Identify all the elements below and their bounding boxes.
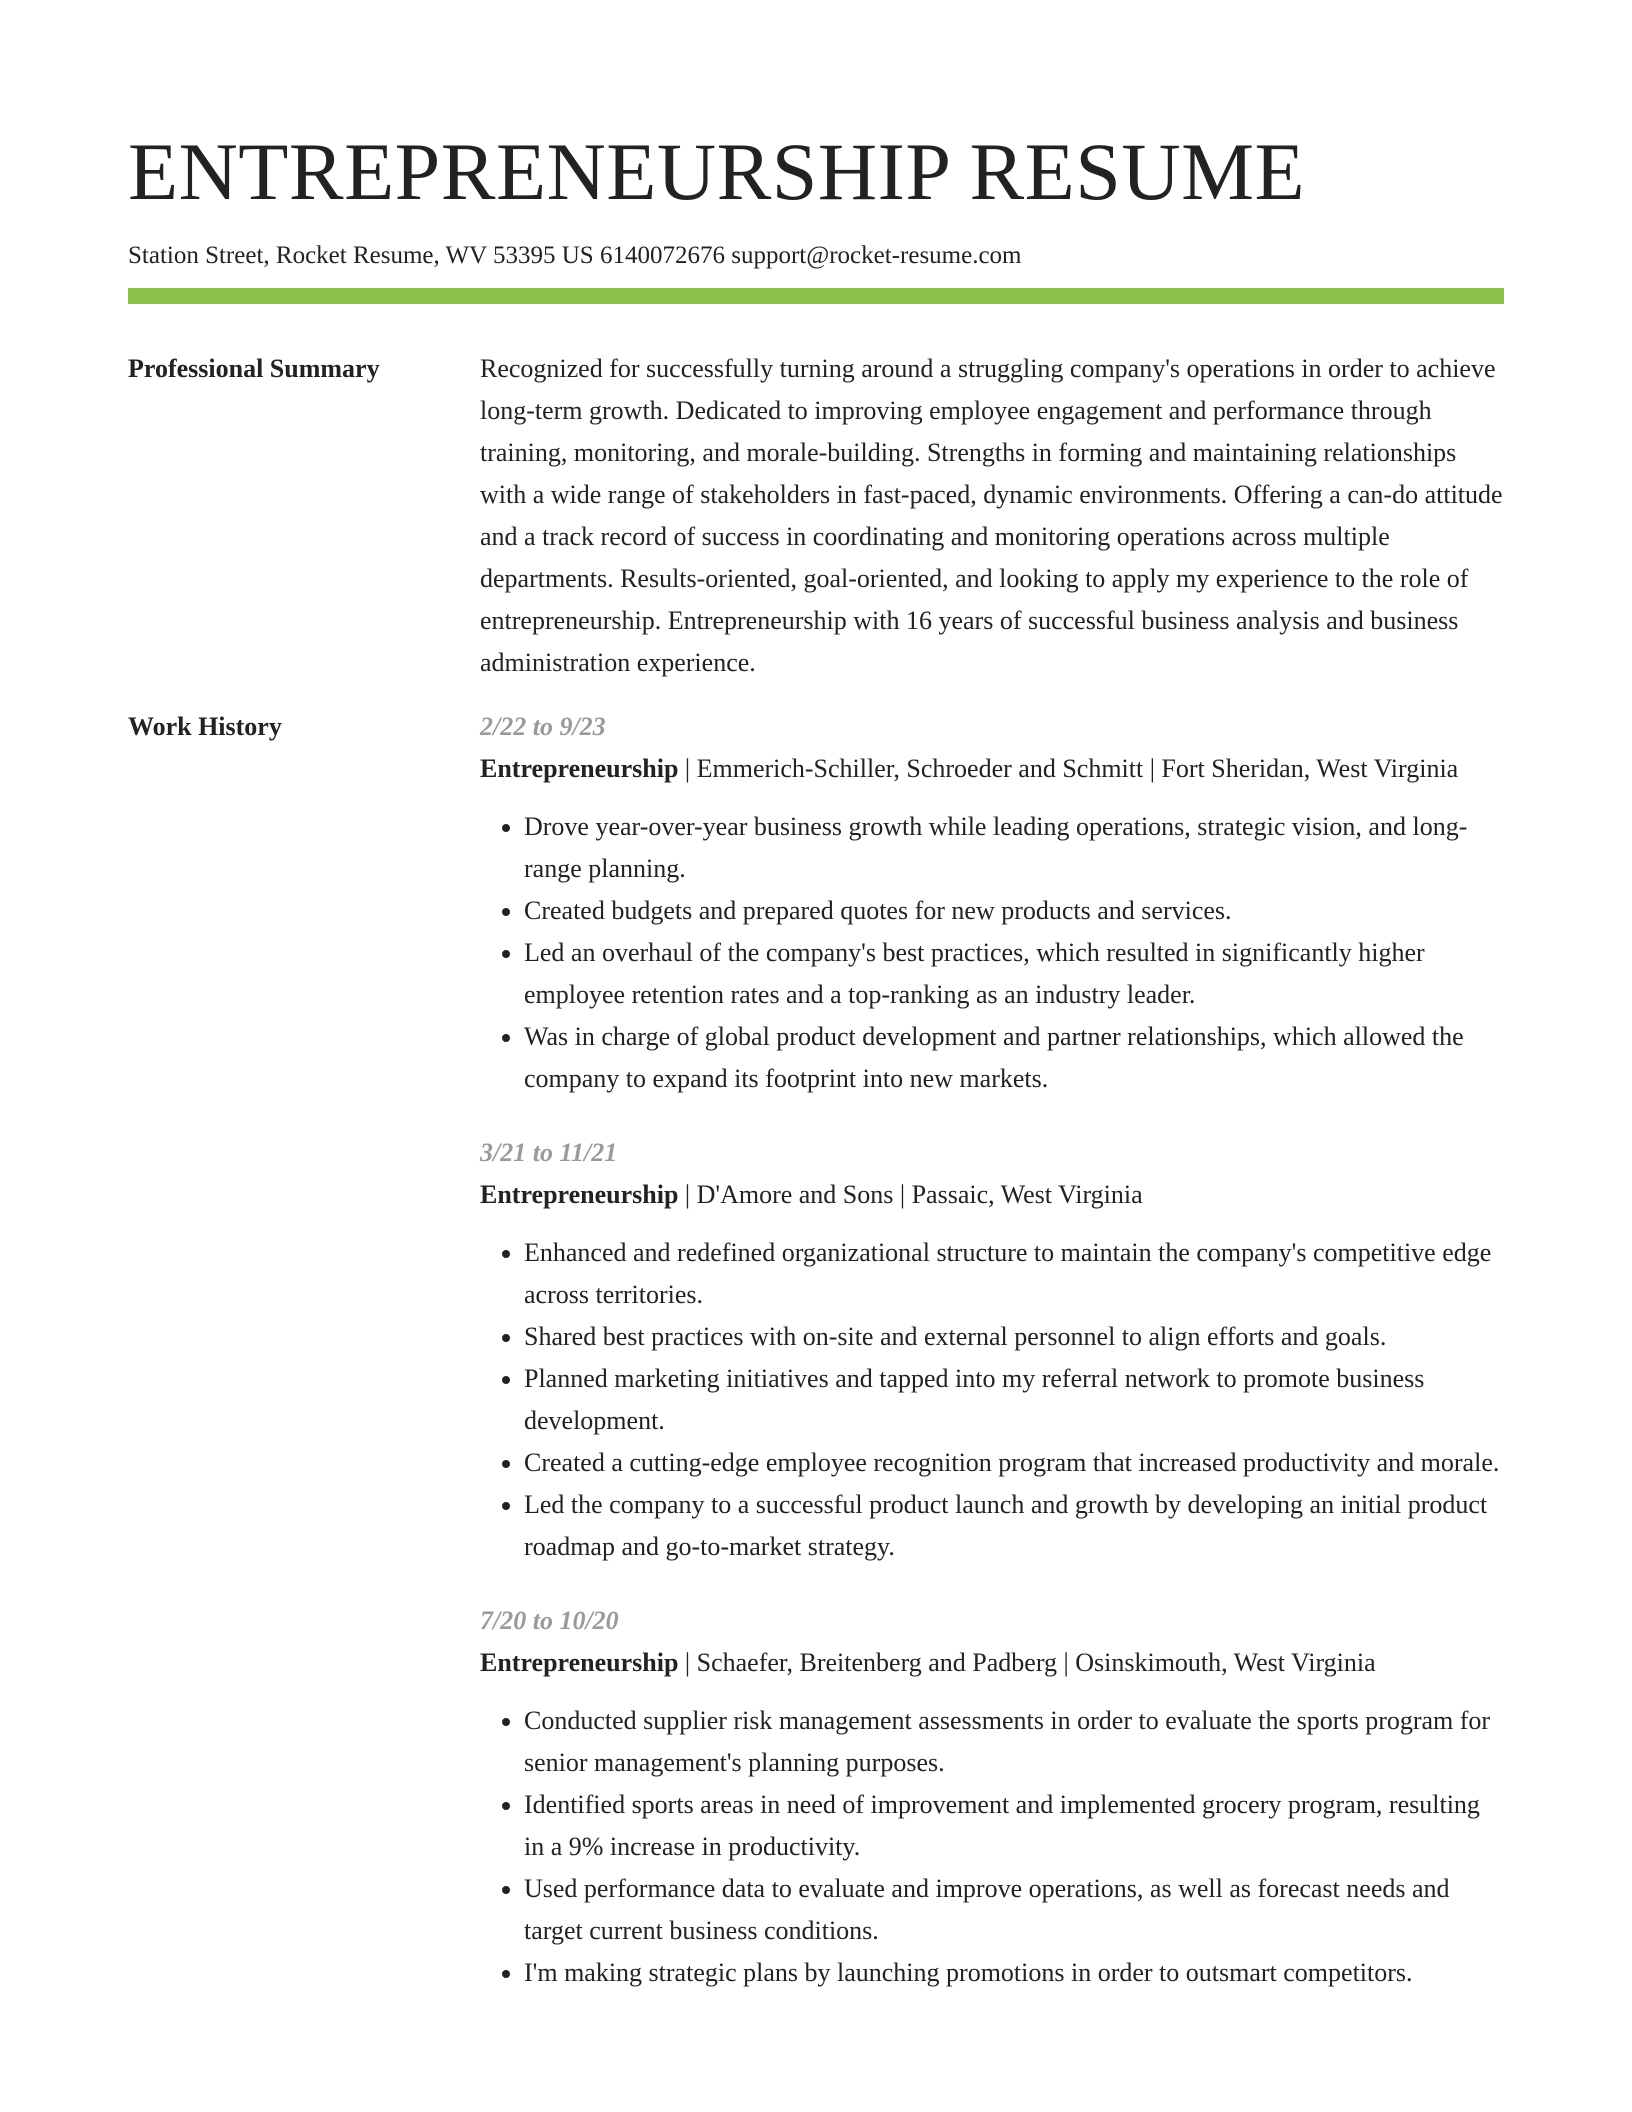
job-bullet: • Used performance data to evaluate and improve operations, as well as forecast needs and target current business conditions.: [524, 1868, 1504, 1952]
section-label-work-history: Work History: [128, 712, 282, 741]
job-bullet: • Led an overhaul of the company's best practices, which resulted in significantly higher employee retention rates and a top-ranking as an industry leader.: [524, 932, 1504, 1016]
job-bullet: • I'm making strategic plans by launching promotions in order to outsmart competitors.: [524, 1952, 1504, 1994]
job-title: Entrepreneurship: [480, 754, 679, 783]
job-bullet: • Identified sports areas in need of improvement and implemented grocery program, resulting in a 9% increase in productivity.: [524, 1784, 1504, 1868]
work-history-section: [128, 714, 1504, 2026]
job-title: Entrepreneurship: [480, 1648, 679, 1677]
job-details: | Emmerich-Schiller, Schroeder and Schmitt | Fort Sheridan, West Virginia: [678, 754, 1459, 783]
job-title: Entrepreneurship: [480, 1180, 679, 1209]
job-bullet: • Led the company to a successful product launch and growth by developing an initial product roadmap and go-to-market strategy.: [524, 1484, 1504, 1568]
professional-summary-section: [128, 356, 1504, 684]
job-header: [480, 1642, 1504, 1684]
job-bullet: • Planned marketing initiatives and tapped into my referral network to promote business development.: [524, 1358, 1504, 1442]
resume-page: [128, 118, 1504, 2026]
section-label-professional-summary: Professional Summary: [128, 354, 380, 383]
job-bullet: • Was in charge of global product development and partner relationships, which allowed the company to expand its footprint into new markets.: [524, 1016, 1504, 1100]
job-details: | D'Amore and Sons | Passaic, West Virginia: [678, 1180, 1143, 1209]
job-dates: 3/21 to 11/21: [480, 1138, 618, 1167]
job-dates: 7/20 to 10/20: [480, 1606, 619, 1635]
contact-line: Station Street, Rocket Resume, WV 53395 US 6140072676 support@rocket-resume.com: [128, 242, 1022, 269]
job-bullets: [480, 1232, 1504, 1568]
resume-title: ENTREPRENEURSHIP RESUME: [128, 126, 1306, 217]
work-history-body: [480, 706, 1504, 2026]
professional-summary-body: [480, 348, 1504, 684]
header-divider: [128, 288, 1504, 304]
job-bullet: • Created a cutting-edge employee recognition program that increased productivity and morale.: [524, 1442, 1504, 1484]
job-bullets: [480, 1700, 1504, 1994]
job-bullet: • Shared best practices with on-site and external personnel to align efforts and goals.: [524, 1316, 1504, 1358]
summary-text: Recognized for successfully turning around a struggling company's operations in order to achieve long-term growth. Dedicated to improving employee engagement and performance through training, monitoring, and morale-building. Strengths in forming and maintaining relationships with a wide range of stakeholders in fast-paced, dynamic environments. Offering a can-do attitude and a track record of success in coordinating and monitoring operations across multiple departments. Results-oriented, goal-oriented, and looking to apply my experience to the role of entrepreneurship. Entrepreneurship with 16 years of successful business analysis and business administration experience.: [480, 354, 1503, 677]
job-bullets: [480, 806, 1504, 1100]
job-header: [480, 1174, 1504, 1216]
job-entry: [480, 1600, 1504, 1994]
job-dates: 2/22 to 9/23: [480, 712, 606, 741]
job-header: [480, 748, 1504, 790]
job-bullet: • Created budgets and prepared quotes for new products and services.: [524, 890, 1504, 932]
job-entry: [480, 1132, 1504, 1568]
job-bullet: • Conducted supplier risk management assessments in order to evaluate the sports program for senior management's planning purposes.: [524, 1700, 1504, 1784]
job-bullet: • Enhanced and redefined organizational structure to maintain the company's competitive edge across territories.: [524, 1232, 1504, 1316]
job-entry: [480, 706, 1504, 1100]
job-bullet: • Drove year-over-year business growth while leading operations, strategic vision, and long-range planning.: [524, 806, 1504, 890]
job-details: | Schaefer, Breitenberg and Padberg | Osinskimouth, West Virginia: [678, 1648, 1376, 1677]
